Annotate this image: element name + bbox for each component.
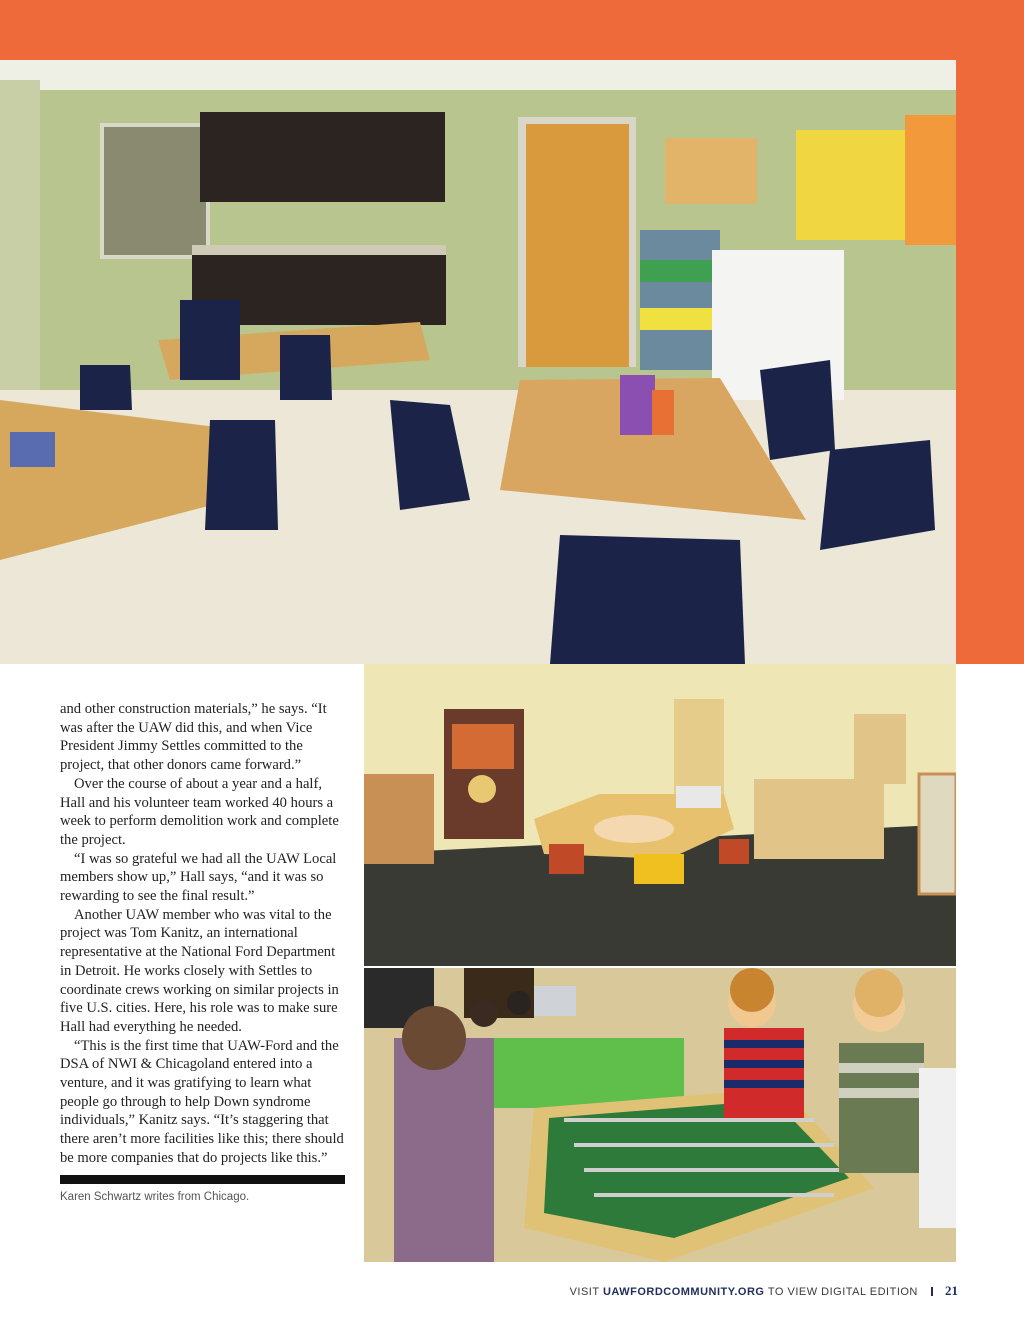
article-paragraph: “This is the first time that UAW-Ford and the DSA of NWI & Chicagoland entered into a venture, and it was gratifying to learn what people go through to help Down syndrome individuals,” Kanitz says. “It’s staggering that there aren’t more facilities like this; there should be more companies that do projects like this.” [60,1037,344,1166]
orange-side-band [956,60,1024,664]
page-footer [570,1283,958,1299]
article-paragraph: Over the course of about a year and a half, Hall and his volunteer team worked 40 hours a week to perform demolition work and complete the project. [60,775,339,848]
article-paragraph: Another UAW member who was vital to the project was Tom Kanitz, an international representative at the National Ford Department in Detroit. He works closely with Settles to coordinate crews working on similar projects in five U.S. cities. Here, his role was to make sure Hall had everything he needed. [60,906,339,1035]
photo-foosball [364,968,956,1262]
article-paragraph: “I was so grateful we had all the UAW Local members show up,” Hall says, “and it was so rewarding to see the final result.” [60,850,337,905]
footer-url-link[interactable]: UAWFORDCOMMUNITY.ORG [602,1286,765,1298]
foosball-image [364,968,956,1262]
author-byline: Karen Schwartz writes from Chicago. [60,1191,250,1203]
footer-separator [931,1287,933,1296]
article-body [60,700,348,1168]
page-number: 21 [945,1283,958,1298]
playroom-image [364,664,956,966]
photo-craft-room [0,60,956,664]
craft-room-image [0,60,956,664]
article-paragraph: and other construction materials,” he says. “It was after the UAW did this, and when Vice President Jimmy Settles committed to the project, that other donors came forward.” [60,701,327,774]
photo-playroom [364,664,956,966]
orange-header-band [0,0,1024,60]
footer-visit-text: VISIT [569,1286,600,1298]
footer-suffix-text: TO VIEW DIGITAL EDITION [767,1286,918,1298]
article-end-rule [60,1175,345,1184]
